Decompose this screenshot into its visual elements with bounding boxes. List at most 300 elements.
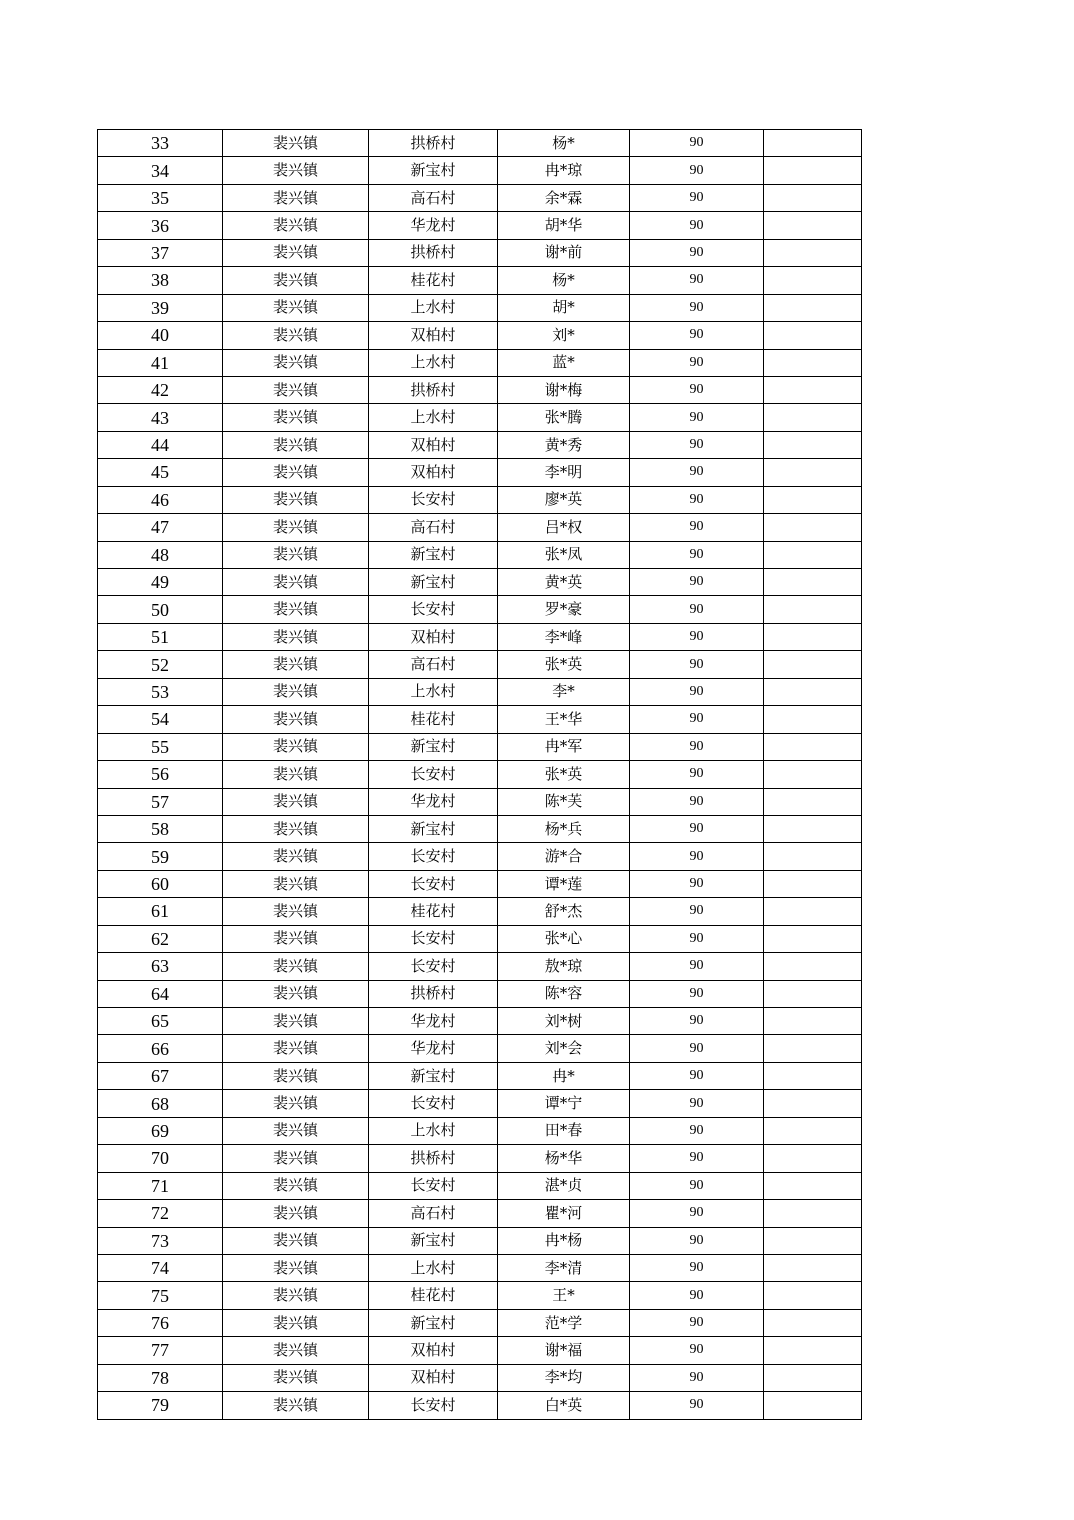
village-cell: 双柏村 — [369, 1364, 498, 1391]
table-row — [98, 541, 862, 568]
person-name-cell: 张*腾 — [498, 404, 630, 431]
person-name-cell: 张*英 — [498, 761, 630, 788]
table-row — [98, 1364, 862, 1391]
amount-cell: 90 — [630, 678, 764, 705]
person-name-cell: 廖*英 — [498, 486, 630, 513]
seq-number-cell: 42 — [98, 376, 223, 403]
note-cell — [764, 1282, 862, 1309]
village-cell: 上水村 — [369, 294, 498, 321]
amount-cell: 90 — [630, 925, 764, 952]
village-cell: 桂花村 — [369, 706, 498, 733]
amount-cell: 90 — [630, 596, 764, 623]
table-row — [98, 514, 862, 541]
person-name-cell: 谢*梅 — [498, 376, 630, 403]
note-cell — [764, 1227, 862, 1254]
table-row — [98, 1008, 862, 1035]
note-cell — [764, 761, 862, 788]
table-row — [98, 404, 862, 431]
note-cell — [764, 843, 862, 870]
amount-cell: 90 — [630, 1035, 764, 1062]
town-cell: 裴兴镇 — [223, 678, 369, 705]
seq-number-cell: 43 — [98, 404, 223, 431]
amount-cell: 90 — [630, 733, 764, 760]
seq-number-cell: 67 — [98, 1062, 223, 1089]
seq-number-cell: 75 — [98, 1282, 223, 1309]
seq-number-cell: 50 — [98, 596, 223, 623]
village-cell: 新宝村 — [369, 157, 498, 184]
village-cell: 上水村 — [369, 1254, 498, 1281]
amount-cell: 90 — [630, 1309, 764, 1336]
table-row — [98, 1227, 862, 1254]
seq-number-cell: 35 — [98, 184, 223, 211]
table-row — [98, 788, 862, 815]
table-row — [98, 1062, 862, 1089]
amount-cell: 90 — [630, 1227, 764, 1254]
amount-cell: 90 — [630, 1337, 764, 1364]
table-row — [98, 1337, 862, 1364]
village-cell: 华龙村 — [369, 1008, 498, 1035]
town-cell: 裴兴镇 — [223, 1090, 369, 1117]
note-cell — [764, 267, 862, 294]
amount-cell: 90 — [630, 843, 764, 870]
table-row — [98, 678, 862, 705]
person-name-cell: 湛*贞 — [498, 1172, 630, 1199]
person-name-cell: 白*英 — [498, 1392, 630, 1419]
amount-cell: 90 — [630, 980, 764, 1007]
note-cell — [764, 349, 862, 376]
person-name-cell: 李* — [498, 678, 630, 705]
amount-cell: 90 — [630, 267, 764, 294]
table-row — [98, 431, 862, 458]
note-cell — [764, 733, 862, 760]
note-cell — [764, 1008, 862, 1035]
seq-number-cell: 62 — [98, 925, 223, 952]
table-row — [98, 267, 862, 294]
person-name-cell: 张*心 — [498, 925, 630, 952]
amount-cell: 90 — [630, 212, 764, 239]
person-name-cell: 杨* — [498, 130, 630, 157]
seq-number-cell: 48 — [98, 541, 223, 568]
table-row — [98, 1309, 862, 1336]
amount-cell: 90 — [630, 1392, 764, 1419]
note-cell — [764, 376, 862, 403]
note-cell — [764, 1364, 862, 1391]
seq-number-cell: 45 — [98, 459, 223, 486]
table-row — [98, 843, 862, 870]
village-cell: 拱桥村 — [369, 239, 498, 266]
town-cell: 裴兴镇 — [223, 486, 369, 513]
table-row — [98, 1035, 862, 1062]
village-cell: 长安村 — [369, 925, 498, 952]
note-cell — [764, 486, 862, 513]
village-cell: 长安村 — [369, 953, 498, 980]
seq-number-cell: 52 — [98, 651, 223, 678]
table-row — [98, 980, 862, 1007]
town-cell: 裴兴镇 — [223, 596, 369, 623]
note-cell — [764, 788, 862, 815]
seq-number-cell: 53 — [98, 678, 223, 705]
village-cell: 华龙村 — [369, 212, 498, 239]
seq-number-cell: 58 — [98, 815, 223, 842]
seq-number-cell: 78 — [98, 1364, 223, 1391]
roster-table — [97, 129, 862, 1420]
person-name-cell: 李*清 — [498, 1254, 630, 1281]
seq-number-cell: 37 — [98, 239, 223, 266]
town-cell: 裴兴镇 — [223, 706, 369, 733]
village-cell: 高石村 — [369, 651, 498, 678]
person-name-cell: 张*凤 — [498, 541, 630, 568]
amount-cell: 90 — [630, 541, 764, 568]
table-row — [98, 1200, 862, 1227]
note-cell — [764, 1337, 862, 1364]
note-cell — [764, 925, 862, 952]
table-row — [98, 349, 862, 376]
village-cell: 新宝村 — [369, 815, 498, 842]
seq-number-cell: 66 — [98, 1035, 223, 1062]
town-cell: 裴兴镇 — [223, 980, 369, 1007]
town-cell: 裴兴镇 — [223, 1145, 369, 1172]
village-cell: 双柏村 — [369, 623, 498, 650]
seq-number-cell: 77 — [98, 1337, 223, 1364]
note-cell — [764, 596, 862, 623]
amount-cell: 90 — [630, 815, 764, 842]
amount-cell: 90 — [630, 898, 764, 925]
person-name-cell: 黄*秀 — [498, 431, 630, 458]
person-name-cell: 刘*会 — [498, 1035, 630, 1062]
seq-number-cell: 38 — [98, 267, 223, 294]
town-cell: 裴兴镇 — [223, 267, 369, 294]
amount-cell: 90 — [630, 1172, 764, 1199]
person-name-cell: 王* — [498, 1282, 630, 1309]
amount-cell: 90 — [630, 1282, 764, 1309]
town-cell: 裴兴镇 — [223, 1392, 369, 1419]
village-cell: 拱桥村 — [369, 376, 498, 403]
person-name-cell: 冉*琼 — [498, 157, 630, 184]
town-cell: 裴兴镇 — [223, 1117, 369, 1144]
amount-cell: 90 — [630, 184, 764, 211]
town-cell: 裴兴镇 — [223, 1309, 369, 1336]
seq-number-cell: 54 — [98, 706, 223, 733]
person-name-cell: 李*明 — [498, 459, 630, 486]
person-name-cell: 田*春 — [498, 1117, 630, 1144]
seq-number-cell: 39 — [98, 294, 223, 321]
note-cell — [764, 1392, 862, 1419]
table-row — [98, 623, 862, 650]
person-name-cell: 谢*福 — [498, 1337, 630, 1364]
note-cell — [764, 953, 862, 980]
village-cell: 长安村 — [369, 870, 498, 897]
town-cell: 裴兴镇 — [223, 788, 369, 815]
person-name-cell: 游*合 — [498, 843, 630, 870]
amount-cell: 90 — [630, 953, 764, 980]
village-cell: 上水村 — [369, 678, 498, 705]
seq-number-cell: 60 — [98, 870, 223, 897]
table-row — [98, 376, 862, 403]
amount-cell: 90 — [630, 1117, 764, 1144]
village-cell: 高石村 — [369, 514, 498, 541]
town-cell: 裴兴镇 — [223, 651, 369, 678]
amount-cell: 90 — [630, 1062, 764, 1089]
amount-cell: 90 — [630, 788, 764, 815]
note-cell — [764, 157, 862, 184]
amount-cell: 90 — [630, 294, 764, 321]
town-cell: 裴兴镇 — [223, 349, 369, 376]
person-name-cell: 冉*军 — [498, 733, 630, 760]
person-name-cell: 敖*琼 — [498, 953, 630, 980]
town-cell: 裴兴镇 — [223, 322, 369, 349]
seq-number-cell: 65 — [98, 1008, 223, 1035]
amount-cell: 90 — [630, 376, 764, 403]
amount-cell: 90 — [630, 569, 764, 596]
amount-cell: 90 — [630, 157, 764, 184]
town-cell: 裴兴镇 — [223, 239, 369, 266]
village-cell: 上水村 — [369, 349, 498, 376]
seq-number-cell: 41 — [98, 349, 223, 376]
table-row — [98, 706, 862, 733]
seq-number-cell: 63 — [98, 953, 223, 980]
note-cell — [764, 1172, 862, 1199]
table-row — [98, 212, 862, 239]
town-cell: 裴兴镇 — [223, 212, 369, 239]
town-cell: 裴兴镇 — [223, 733, 369, 760]
village-cell: 新宝村 — [369, 1227, 498, 1254]
note-cell — [764, 898, 862, 925]
note-cell — [764, 1117, 862, 1144]
seq-number-cell: 40 — [98, 322, 223, 349]
amount-cell: 90 — [630, 459, 764, 486]
amount-cell: 90 — [630, 431, 764, 458]
town-cell: 裴兴镇 — [223, 623, 369, 650]
amount-cell: 90 — [630, 1145, 764, 1172]
note-cell — [764, 651, 862, 678]
note-cell — [764, 294, 862, 321]
person-name-cell: 范*学 — [498, 1309, 630, 1336]
town-cell: 裴兴镇 — [223, 541, 369, 568]
village-cell: 双柏村 — [369, 1337, 498, 1364]
village-cell: 长安村 — [369, 1392, 498, 1419]
village-cell: 拱桥村 — [369, 130, 498, 157]
note-cell — [764, 1090, 862, 1117]
town-cell: 裴兴镇 — [223, 514, 369, 541]
town-cell: 裴兴镇 — [223, 1254, 369, 1281]
village-cell: 新宝村 — [369, 733, 498, 760]
table-row — [98, 130, 862, 157]
seq-number-cell: 73 — [98, 1227, 223, 1254]
note-cell — [764, 569, 862, 596]
town-cell: 裴兴镇 — [223, 1008, 369, 1035]
town-cell: 裴兴镇 — [223, 1062, 369, 1089]
table-row — [98, 651, 862, 678]
table-row — [98, 1254, 862, 1281]
village-cell: 双柏村 — [369, 459, 498, 486]
table-row — [98, 733, 862, 760]
seq-number-cell: 71 — [98, 1172, 223, 1199]
village-cell: 华龙村 — [369, 1035, 498, 1062]
table-row — [98, 239, 862, 266]
amount-cell: 90 — [630, 130, 764, 157]
village-cell: 华龙村 — [369, 788, 498, 815]
seq-number-cell: 56 — [98, 761, 223, 788]
amount-cell: 90 — [630, 761, 764, 788]
person-name-cell: 谭*宁 — [498, 1090, 630, 1117]
person-name-cell: 黄*英 — [498, 569, 630, 596]
table-row — [98, 459, 862, 486]
table-row — [98, 898, 862, 925]
village-cell: 桂花村 — [369, 1282, 498, 1309]
table-row — [98, 486, 862, 513]
person-name-cell: 杨*兵 — [498, 815, 630, 842]
town-cell: 裴兴镇 — [223, 1227, 369, 1254]
note-cell — [764, 431, 862, 458]
town-cell: 裴兴镇 — [223, 157, 369, 184]
seq-number-cell: 44 — [98, 431, 223, 458]
seq-number-cell: 55 — [98, 733, 223, 760]
table-row — [98, 294, 862, 321]
note-cell — [764, 404, 862, 431]
person-name-cell: 陈*容 — [498, 980, 630, 1007]
seq-number-cell: 49 — [98, 569, 223, 596]
person-name-cell: 刘*树 — [498, 1008, 630, 1035]
seq-number-cell: 57 — [98, 788, 223, 815]
amount-cell: 90 — [630, 870, 764, 897]
village-cell: 长安村 — [369, 1090, 498, 1117]
note-cell — [764, 678, 862, 705]
note-cell — [764, 623, 862, 650]
town-cell: 裴兴镇 — [223, 431, 369, 458]
person-name-cell: 冉*杨 — [498, 1227, 630, 1254]
note-cell — [764, 1145, 862, 1172]
village-cell: 新宝村 — [369, 1309, 498, 1336]
person-name-cell: 张*英 — [498, 651, 630, 678]
person-name-cell: 刘* — [498, 322, 630, 349]
village-cell: 新宝村 — [369, 569, 498, 596]
amount-cell: 90 — [630, 706, 764, 733]
note-cell — [764, 1062, 862, 1089]
seq-number-cell: 70 — [98, 1145, 223, 1172]
seq-number-cell: 51 — [98, 623, 223, 650]
note-cell — [764, 1035, 862, 1062]
table-row — [98, 761, 862, 788]
note-cell — [764, 1309, 862, 1336]
amount-cell: 90 — [630, 1090, 764, 1117]
note-cell — [764, 870, 862, 897]
amount-cell: 90 — [630, 1364, 764, 1391]
person-name-cell: 罗*豪 — [498, 596, 630, 623]
seq-number-cell: 33 — [98, 130, 223, 157]
town-cell: 裴兴镇 — [223, 130, 369, 157]
amount-cell: 90 — [630, 239, 764, 266]
person-name-cell: 吕*权 — [498, 514, 630, 541]
person-name-cell: 胡* — [498, 294, 630, 321]
table-row — [98, 1117, 862, 1144]
person-name-cell: 余*霖 — [498, 184, 630, 211]
note-cell — [764, 1254, 862, 1281]
amount-cell: 90 — [630, 1254, 764, 1281]
table-row — [98, 953, 862, 980]
seq-number-cell: 36 — [98, 212, 223, 239]
village-cell: 桂花村 — [369, 267, 498, 294]
town-cell: 裴兴镇 — [223, 1200, 369, 1227]
amount-cell: 90 — [630, 651, 764, 678]
person-name-cell: 蓝* — [498, 349, 630, 376]
note-cell — [764, 459, 862, 486]
amount-cell: 90 — [630, 486, 764, 513]
seq-number-cell: 76 — [98, 1309, 223, 1336]
seq-number-cell: 72 — [98, 1200, 223, 1227]
person-name-cell: 杨*华 — [498, 1145, 630, 1172]
town-cell: 裴兴镇 — [223, 1172, 369, 1199]
person-name-cell: 王*华 — [498, 706, 630, 733]
table-row — [98, 569, 862, 596]
roster-table-body — [98, 130, 862, 1420]
person-name-cell: 李*均 — [498, 1364, 630, 1391]
town-cell: 裴兴镇 — [223, 761, 369, 788]
note-cell — [764, 322, 862, 349]
town-cell: 裴兴镇 — [223, 843, 369, 870]
amount-cell: 90 — [630, 404, 764, 431]
town-cell: 裴兴镇 — [223, 1035, 369, 1062]
seq-number-cell: 59 — [98, 843, 223, 870]
village-cell: 桂花村 — [369, 898, 498, 925]
table-row — [98, 596, 862, 623]
seq-number-cell: 68 — [98, 1090, 223, 1117]
town-cell: 裴兴镇 — [223, 870, 369, 897]
table-row — [98, 322, 862, 349]
note-cell — [764, 706, 862, 733]
table-row — [98, 925, 862, 952]
note-cell — [764, 239, 862, 266]
village-cell: 高石村 — [369, 1200, 498, 1227]
village-cell: 新宝村 — [369, 1062, 498, 1089]
amount-cell: 90 — [630, 1200, 764, 1227]
note-cell — [764, 541, 862, 568]
note-cell — [764, 980, 862, 1007]
note-cell — [764, 815, 862, 842]
person-name-cell: 谢*前 — [498, 239, 630, 266]
seq-number-cell: 74 — [98, 1254, 223, 1281]
village-cell: 长安村 — [369, 761, 498, 788]
town-cell: 裴兴镇 — [223, 294, 369, 321]
note-cell — [764, 212, 862, 239]
town-cell: 裴兴镇 — [223, 404, 369, 431]
village-cell: 长安村 — [369, 486, 498, 513]
town-cell: 裴兴镇 — [223, 459, 369, 486]
amount-cell: 90 — [630, 349, 764, 376]
village-cell: 双柏村 — [369, 431, 498, 458]
village-cell: 高石村 — [369, 184, 498, 211]
person-name-cell: 陈*芙 — [498, 788, 630, 815]
town-cell: 裴兴镇 — [223, 1337, 369, 1364]
village-cell: 拱桥村 — [369, 980, 498, 1007]
seq-number-cell: 61 — [98, 898, 223, 925]
person-name-cell: 杨* — [498, 267, 630, 294]
town-cell: 裴兴镇 — [223, 898, 369, 925]
town-cell: 裴兴镇 — [223, 1364, 369, 1391]
village-cell: 双柏村 — [369, 322, 498, 349]
table-row — [98, 184, 862, 211]
town-cell: 裴兴镇 — [223, 925, 369, 952]
person-name-cell: 李*峰 — [498, 623, 630, 650]
village-cell: 长安村 — [369, 596, 498, 623]
person-name-cell: 胡*华 — [498, 212, 630, 239]
amount-cell: 90 — [630, 623, 764, 650]
note-cell — [764, 1200, 862, 1227]
table-row — [98, 870, 862, 897]
table-row — [98, 815, 862, 842]
village-cell: 上水村 — [369, 1117, 498, 1144]
table-row — [98, 1145, 862, 1172]
village-cell: 新宝村 — [369, 541, 498, 568]
